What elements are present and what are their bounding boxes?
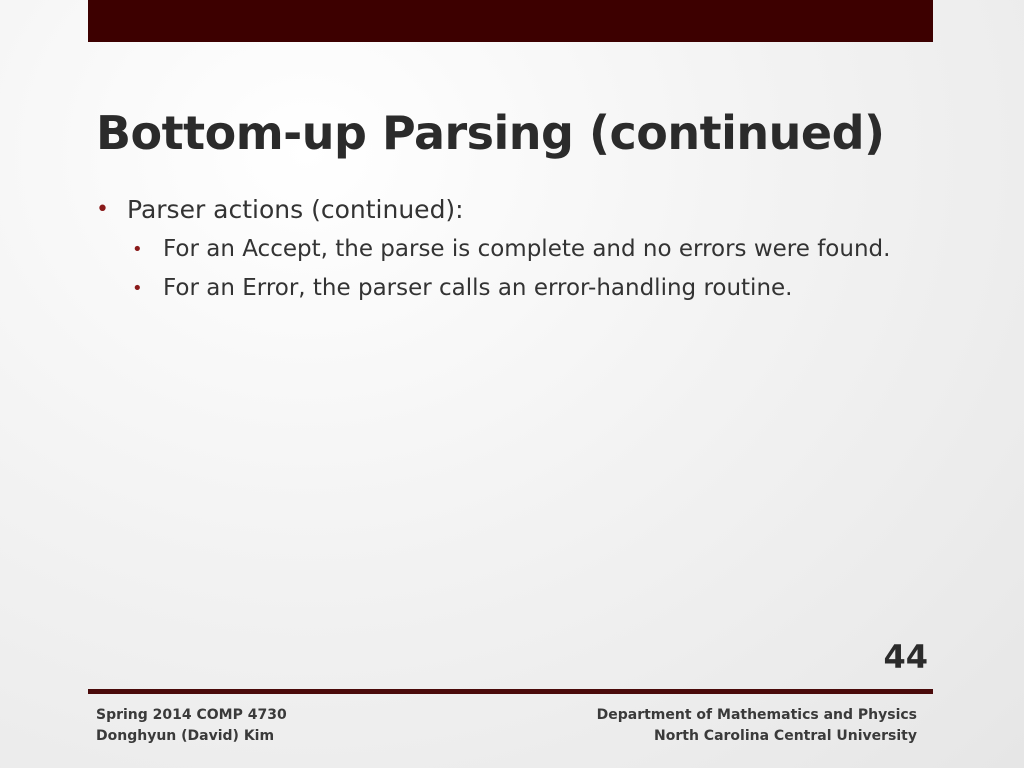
footer-instructor: Donghyun (David) Kim	[96, 728, 275, 744]
slide-title: Bottom-up Parsing (continued)	[96, 106, 885, 160]
footer-course-info	[96, 705, 287, 747]
footer-department: Department of Mathematics and Physics	[596, 707, 917, 723]
footer-university: North Carolina Central University	[654, 728, 917, 744]
footer-course: Spring 2014 COMP 4730	[96, 707, 287, 723]
header-bar	[88, 0, 933, 42]
bullet-list	[96, 192, 926, 310]
sub-bullet-icon: •	[132, 278, 143, 299]
bullet-text: Parser actions (continued):	[127, 195, 464, 224]
sub-bullet-text: For an Accept, the parse is complete and no errors were found.	[163, 236, 891, 262]
page-number: 44	[883, 638, 928, 676]
sub-bullet-item	[132, 232, 926, 267]
bullet-icon: •	[96, 197, 109, 222]
bullet-item	[96, 192, 926, 228]
sub-bullet-item	[132, 271, 926, 306]
sub-bullet-text: For an Error, the parser calls an error-handling routine.	[163, 275, 793, 301]
footer-institution-info	[597, 705, 917, 747]
sub-bullet-icon: •	[132, 239, 143, 260]
footer-divider	[88, 689, 933, 694]
